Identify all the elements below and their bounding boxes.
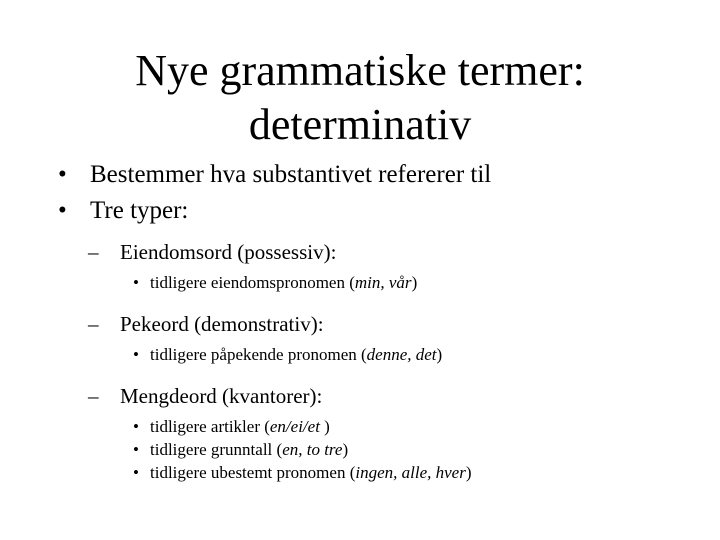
bullet-dot-icon: • [133,440,139,459]
slide-body [58,158,698,484]
sub-item-suffix: ) [465,463,472,482]
type-label: Pekeord (demonstrativ): [120,312,324,336]
bullet-item [58,194,698,228]
title-line-2: determinativ [248,100,472,149]
bullet-dot-icon: • [133,417,139,436]
bullet-dot-icon: • [133,345,139,364]
sub-item-suffix: ) [411,273,418,292]
sub-item-examples: en/ei/et [269,417,325,436]
sub-item [58,416,698,438]
sub-item [58,462,698,484]
sub-item-examples: en, to tre [282,440,343,459]
sub-item [58,344,698,366]
type-item-demonstrativ [58,310,698,338]
sub-item-suffix: ) [342,440,349,459]
sub-item-prefix: tidligere eiendomspronomen ( [150,273,355,292]
dash-bullet-icon: – [88,240,99,264]
sub-item [58,439,698,461]
dash-bullet-icon: – [88,312,99,336]
dash-bullet-icon: – [88,384,99,408]
slide-title [0,44,720,152]
sub-item-suffix: ) [324,417,330,436]
type-item-possessiv [58,238,698,266]
sub-item-prefix: tidligere grunntall ( [150,440,283,459]
sub-item-prefix: tidligere påpekende pronomen ( [150,345,367,364]
sub-item-examples: denne, det [366,345,437,364]
sub-item [58,272,698,294]
bullet-dot-icon: • [58,161,67,188]
sub-item-examples: ingen, alle, hver [355,463,466,482]
bullet-dot-icon: • [133,463,139,482]
bullet-item [58,158,698,192]
sub-item-examples: min, vår [354,273,412,292]
bullet-dot-icon: • [133,273,139,292]
title-line-1: Nye grammatiske termer: [135,46,585,95]
type-label: Mengdeord (kvantorer): [120,384,323,408]
bullet-dot-icon: • [58,197,67,224]
type-item-kvantorer [58,382,698,410]
type-label: Eiendomsord (possessiv): [120,240,337,264]
sub-item-prefix: tidligere ubestemt pronomen ( [150,463,356,482]
sub-item-suffix: ) [436,345,443,364]
sub-item-prefix: tidligere artikler ( [150,417,270,436]
bullet-text: Bestemmer hva substantivet refererer til [90,161,492,188]
bullet-text: Tre typer: [90,197,189,224]
